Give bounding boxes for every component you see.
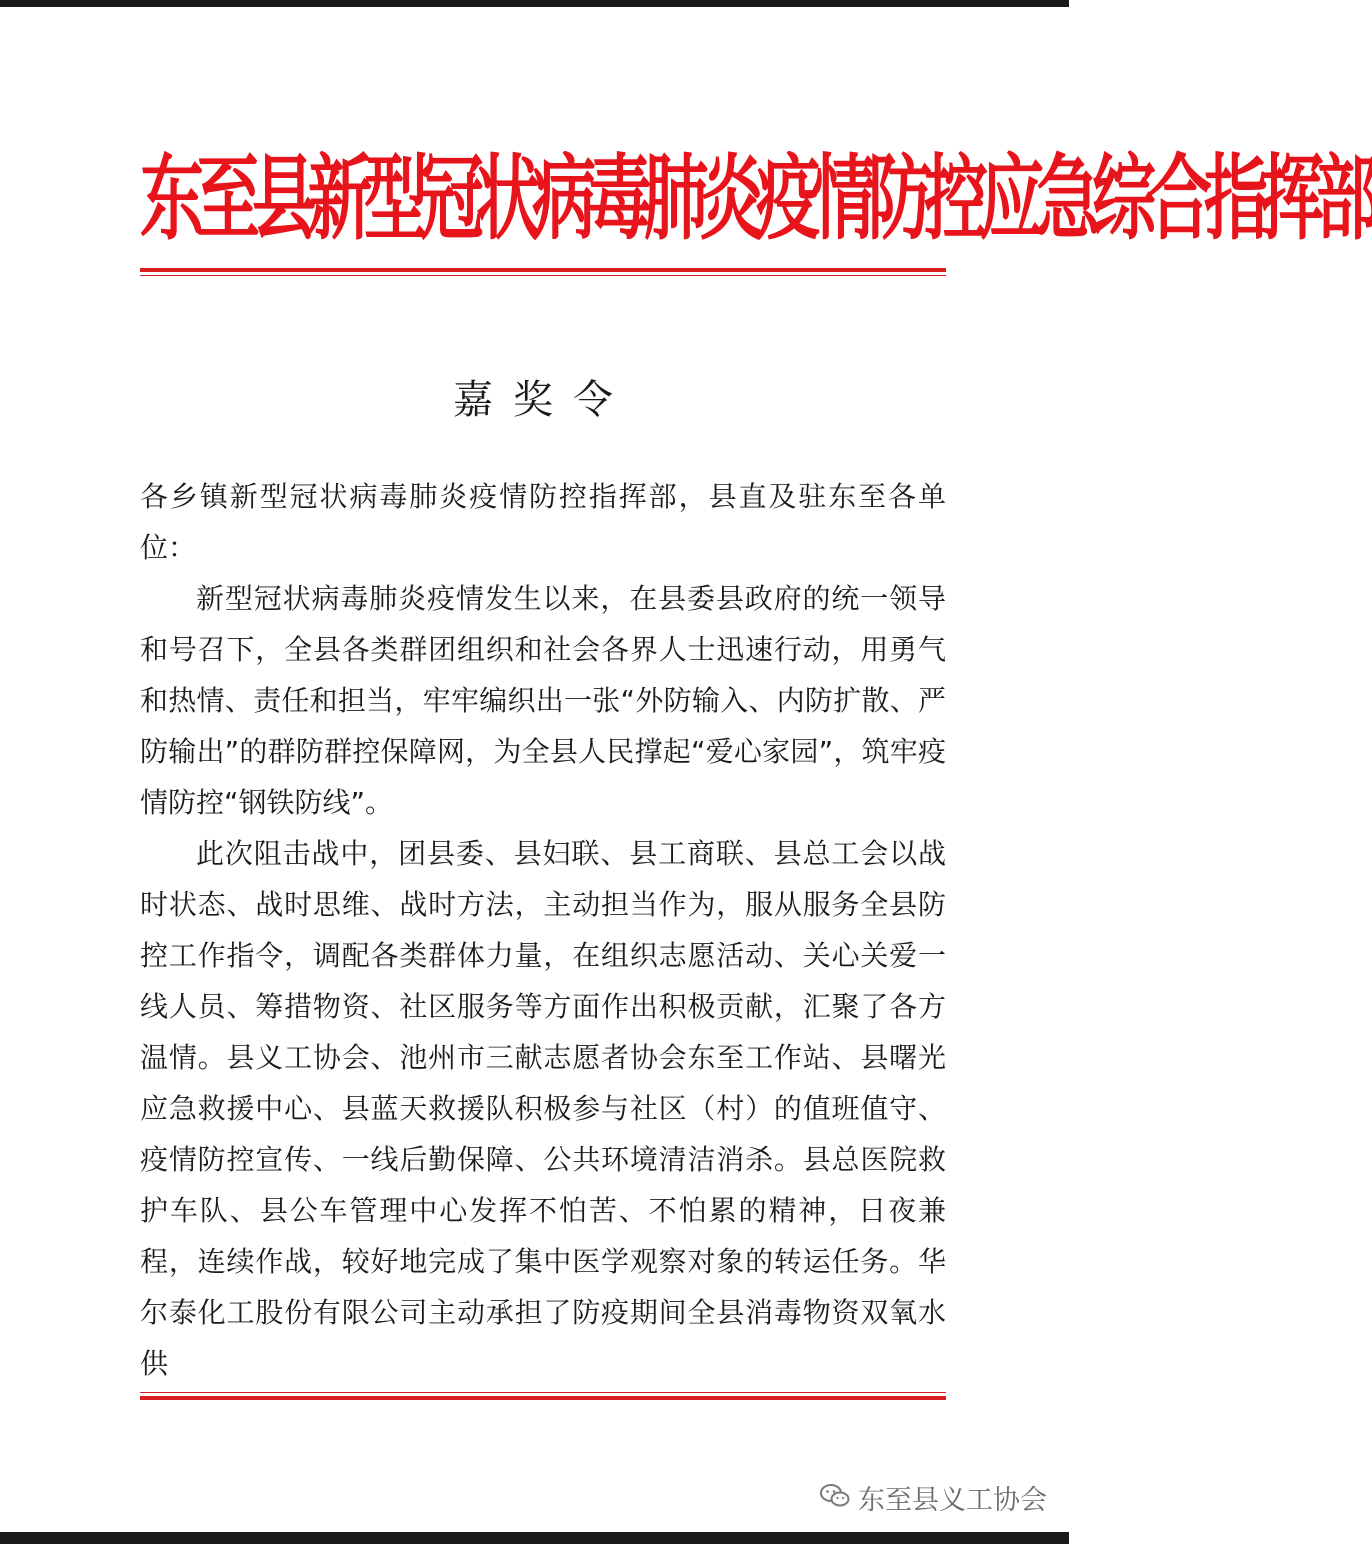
document-body (140, 471, 946, 1389)
watermark-label: 东至县义工协会 (858, 1485, 1047, 1516)
paragraph-1: 新型冠状病毒肺炎疫情发生以来，在县委县政府的统一领导和号召下，全县各类群团组织和社会各界人士迅速行动，用勇气和热情、责任和担当，牢牢编织出一张“外防输入、内防扩散、严防输出”的群防群控保障网，为全县人民撑起“爱心家园”，筑牢疫情防控“钢铁防线”。 (140, 582, 946, 819)
wechat-watermark (820, 1478, 1047, 1517)
masthead-text: 东至县新型冠状病毒肺炎疫情防控应急综合指挥部 (140, 146, 1372, 254)
top-edge-bar (0, 0, 1069, 7)
footer-red-rule (140, 1392, 946, 1400)
wechat-icon (820, 1483, 850, 1513)
paragraph-2: 此次阻击战中，团县委、县妇联、县工商联、县总工会以战时状态、战时思维、战时方法，主动担当作为，服从服务全县防控工作指令，调配各类群体力量，在组织志愿活动、关心关爱一线人员、筹措物资、社区服务等方面作出积极贡献，汇聚了各方温情。县义工协会、池州市三献志愿者协会东至工作站、县曙光应急救援中心、县蓝天救援队积极参与社区（村）的值班值守、疫情防控宣传、一线后勤保障、公共环境清洁消杀。县总医院救护车队、县公车管理中心发挥不怕苦、不怕累的精神，日夜兼程，连续作战，较好地完成了集中医学观察对象的转运任务。华尔泰化工股份有限公司主动承担了防疫期间全县消毒物资双氧水供 (140, 837, 946, 1380)
masthead (140, 138, 1372, 262)
header-red-rule (140, 268, 946, 276)
salutation: 各乡镇新型冠状病毒肺炎疫情防控指挥部，县直及驻东至各单位： (140, 480, 946, 564)
bottom-edge-bar (0, 1532, 1069, 1544)
document-title: 嘉奖令 (453, 377, 633, 423)
